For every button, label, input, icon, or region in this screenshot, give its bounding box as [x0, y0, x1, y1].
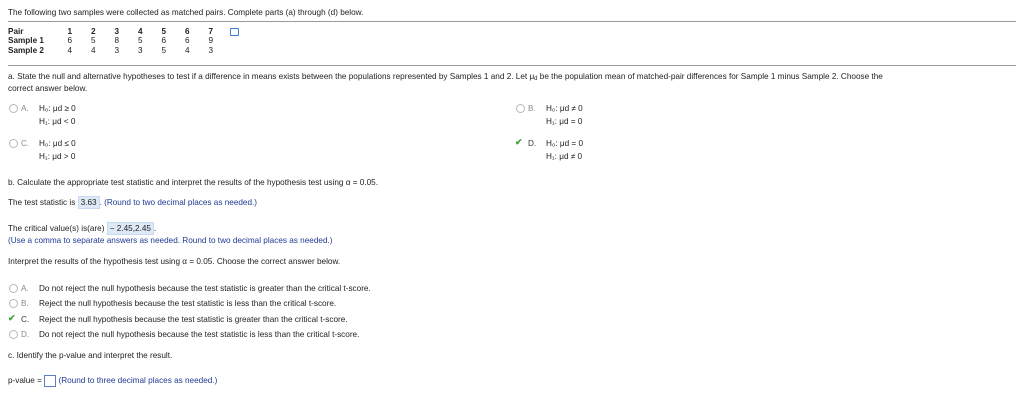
test-statistic-label: The test statistic is — [8, 198, 76, 207]
part-a-option-a-h1: H₁: μd < 0 — [39, 117, 76, 126]
part-a-option-b-h0: H₀: μd ≠ 0 — [546, 104, 583, 113]
table-cell: 6 — [184, 36, 190, 46]
part-a-prompt: a. State the null and alternative hypotheses to test if a difference in means exists between the populations represented by Samples 1 and 2. Let μd be the population mean of matched-pair differences for Sample 1 minus Sample 2. Choose the — [8, 72, 883, 82]
table-row — [8, 46, 246, 55]
part-a-option-a-h0: H₀: μd ≥ 0 — [39, 104, 76, 113]
option-letter: A. — [21, 104, 29, 113]
part-c-prompt: c. Identify the p-value and interpret the result. — [8, 351, 173, 360]
option-letter: C. — [21, 315, 30, 324]
table-head-cell: 6 — [184, 27, 190, 36]
divider-mid — [8, 65, 1016, 66]
test-statistic-note: . (Round to two decimal places as needed.) — [99, 198, 258, 207]
part-a-option-b-radio[interactable] — [516, 104, 525, 113]
table-cell: 4 — [184, 45, 190, 55]
part-a-option-d-h1: H₁: μd ≠ 0 — [546, 152, 583, 161]
table-cell: 3 — [137, 45, 143, 55]
table-cell: 5 — [90, 36, 96, 46]
table-cell: 4 — [67, 45, 73, 55]
option-letter: D. — [21, 330, 30, 339]
option-letter: D. — [528, 139, 537, 148]
test-statistic-answer[interactable]: 3.63 — [78, 196, 100, 209]
row-label: Sample 2 — [8, 45, 44, 55]
pvalue-line — [8, 375, 217, 387]
divider-top — [8, 21, 1016, 22]
option-letter: B. — [528, 104, 536, 113]
table-head-label: Pair — [8, 27, 24, 36]
table-cell: 5 — [161, 45, 167, 55]
option-letter: B. — [21, 299, 29, 308]
pvalue-label: p-value = — [8, 376, 42, 386]
option-letter: A. — [21, 284, 29, 293]
problem-intro: The following two samples were collected as matched pairs. Complete parts (a) through (d) below. — [8, 8, 364, 17]
copy-data-button[interactable] — [223, 27, 247, 36]
part-a-option-c-h0: H₀: μd ≤ 0 — [39, 139, 76, 148]
table-head-cell: 5 — [161, 27, 167, 36]
part-b-option-d-radio[interactable] — [9, 330, 18, 339]
table-header-row — [8, 27, 246, 36]
part-a-option-a-radio[interactable] — [9, 104, 18, 113]
critical-value-answer[interactable]: − 2.45,2.45 — [107, 222, 154, 235]
table-cell: 8 — [114, 36, 120, 46]
table-cell: 3 — [114, 45, 120, 55]
test-statistic-line — [8, 196, 257, 209]
option-letter: C. — [21, 139, 30, 148]
table-cell: 3 — [208, 45, 214, 55]
part-b-option-c-text[interactable]: Reject the null hypothesis because the test statistic is greater than the critical t-score. — [39, 315, 348, 324]
table-head-cell: 1 — [67, 27, 73, 36]
critical-value-line — [8, 222, 156, 235]
pairs-table — [8, 27, 246, 55]
pvalue-input[interactable] — [44, 375, 56, 387]
part-b-option-b-text: Reject the null hypothesis because the test statistic is less than the critical t-score. — [39, 299, 337, 308]
table-cell: 4 — [90, 45, 96, 55]
part-a-option-b-h1: H₁: μd = 0 — [546, 117, 583, 126]
part-b-option-b-radio[interactable] — [9, 299, 18, 308]
row-label: Sample 1 — [8, 36, 44, 46]
pvalue-note: (Round to three decimal places as needed.) — [58, 376, 218, 386]
table-head-cell: 7 — [208, 27, 214, 36]
table-head-cell: 3 — [114, 27, 120, 36]
table-head-cell: 2 — [90, 27, 96, 36]
table-cell: 6 — [161, 36, 167, 46]
table-head-cell: 4 — [137, 27, 143, 36]
table-cell: 5 — [137, 36, 143, 46]
copy-icon — [230, 28, 239, 36]
correct-check-icon: ✔ — [515, 137, 523, 147]
correct-check-icon: ✔ — [8, 313, 16, 323]
part-b-option-d-text: Do not reject the null hypothesis because the test statistic is less than the critical t-score. — [39, 330, 360, 339]
table-row — [8, 36, 246, 45]
part-b-option-a-text: Do not reject the null hypothesis because the test statistic is greater than the critical t-score. — [39, 284, 371, 293]
part-b-prompt: b. Calculate the appropriate test statistic and interpret the results of the hypothesis test using α = 0.05. — [8, 178, 378, 187]
interpret-prompt: Interpret the results of the hypothesis test using α = 0.05. Choose the correct answer below. — [8, 257, 341, 266]
part-a-prompt-line2: correct answer below. — [8, 84, 88, 93]
part-b-option-a-radio[interactable] — [9, 284, 18, 293]
part-a-option-d-h0[interactable]: H₀: μd = 0 — [546, 139, 584, 148]
critical-value-note: (Use a comma to separate answers as needed. Round to two decimal places as needed.) — [8, 236, 333, 245]
table-cell: 6 — [67, 36, 73, 46]
part-a-option-c-radio[interactable] — [9, 139, 18, 148]
part-a-option-c-h1: H₁: μd > 0 — [39, 152, 76, 161]
table-cell: 9 — [208, 36, 214, 46]
critical-value-label: The critical value(s) is(are) — [8, 224, 105, 233]
critical-value-period: . — [153, 224, 157, 233]
